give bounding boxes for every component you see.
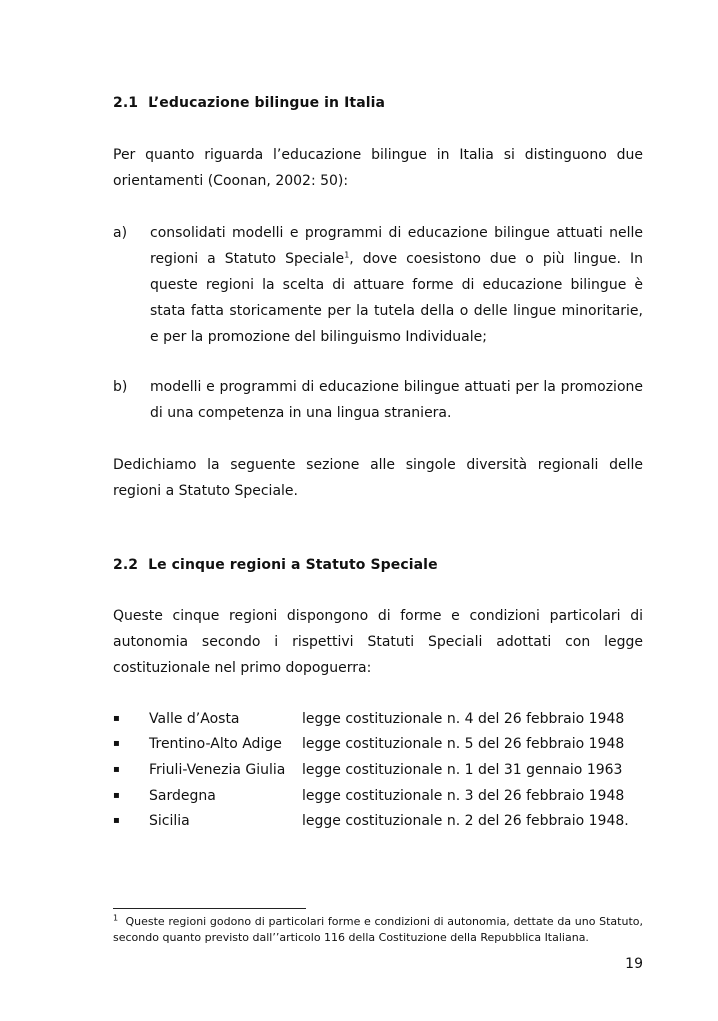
- page-number: 19: [625, 956, 643, 972]
- region-name: Sicilia: [149, 813, 190, 829]
- region-law: legge costituzionale n. 1 del 31 gennaio 1963: [302, 762, 623, 778]
- list-text-part: consolidati modelli e programmi di educazione bilingue attuati nelle regioni a Statuto Speciale: [150, 225, 643, 267]
- region-law: legge costituzionale n. 5 del 26 febbraio 1948: [302, 736, 625, 752]
- region-name: Valle d’Aosta: [149, 711, 240, 727]
- bullet-icon: ▪: [113, 790, 120, 801]
- section-title: L’educazione bilingue in Italia: [148, 95, 386, 111]
- list-marker: a): [113, 225, 128, 241]
- section-number: 2.1: [113, 95, 139, 111]
- footnote-separator: [113, 908, 306, 909]
- region-name: Friuli-Venezia Giulia: [149, 762, 286, 778]
- list-item-text: [150, 220, 643, 350]
- section-number: 2.2: [113, 557, 139, 573]
- section-heading-2-2: [113, 557, 438, 573]
- paragraph-dedication: Dedichiamo la seguente sezione alle singole diversità regionali delle regioni a Statuto Speciale.: [113, 457, 643, 499]
- bullet-icon: ▪: [113, 815, 120, 826]
- list-marker: b): [113, 379, 128, 395]
- bullet-icon: ▪: [113, 713, 120, 724]
- section-heading-2-1: [113, 95, 385, 111]
- list-item-text: modelli e programmi di educazione bilingue attuati per la promozione di una competenza in una lingua straniera.: [150, 379, 643, 421]
- footnote-text: Queste regioni godono di particolari forme e condizioni di autonomia, dettate da uno Statuto, secondo quanto previsto dall’’articolo 116 della Costituzione della Repubblica Italiana.: [113, 915, 643, 944]
- footnote: [113, 914, 643, 946]
- region-law: legge costituzionale n. 4 del 26 febbraio 1948: [302, 711, 625, 727]
- paragraph-intro: Per quanto riguarda l’educazione bilingue in Italia si distinguono due orientamenti (Coonan, 2002: 50):: [113, 147, 643, 189]
- region-name: Sardegna: [149, 788, 216, 804]
- list-text-part: , dove coesistono due o più lingue. In queste regioni la scelta di attuare forme di educazione bilingue è stata fatta storicamente per la tutela della o delle lingue minoritarie, e per la promozione del bilinguismo Individuale;: [150, 251, 643, 345]
- region-name: Trentino-Alto Adige: [149, 736, 282, 752]
- footnote-mark: 1: [113, 913, 119, 923]
- paragraph-regions-intro: Queste cinque regioni dispongono di forme e condizioni particolari di autonomia secondo i rispettivi Statuti Speciali adottati con legge costituzionale nel primo dopoguerra:: [113, 608, 643, 676]
- bullet-icon: ▪: [113, 764, 120, 775]
- region-law: legge costituzionale n. 3 del 26 febbraio 1948: [302, 788, 625, 804]
- footnote-reference[interactable]: 1: [344, 250, 350, 260]
- bullet-icon: ▪: [113, 738, 120, 749]
- section-title: Le cinque regioni a Statuto Speciale: [148, 557, 438, 573]
- region-law: legge costituzionale n. 2 del 26 febbraio 1948.: [302, 813, 629, 829]
